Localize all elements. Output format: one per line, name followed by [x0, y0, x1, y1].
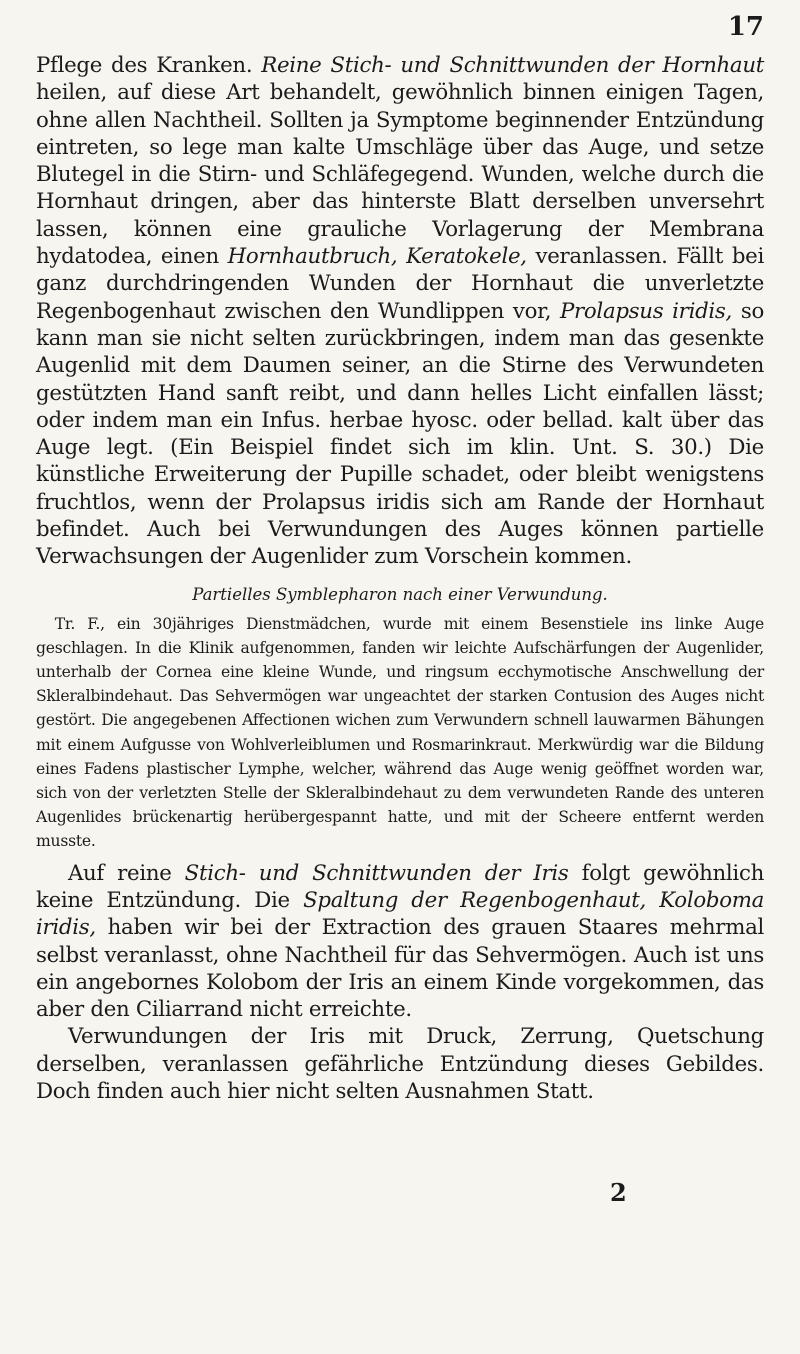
paragraph-iris-injuries: Verwundungen der Iris mit Druck, Zerrung, Quetschung derselben, veranlassen gefährliche Entzündung dieses Gebildes. Doch finden auch hier nicht selten Ausnahmen Statt.: [36, 1024, 764, 1105]
text-run: Pflege des Kranken.: [36, 53, 262, 78]
page-body: [36, 52, 764, 1105]
text-run: heilen, auf diese Art behandelt, gewöhnlich binnen einigen Tagen, ohne allen Nachtheil. Sollten ja Symptome beginnender Entzündung eintreten, so lege man kalte Umschläge über das Auge, und setze Blutegel in die Stirn- und Schläfegegend. Wunden, welche durch die Hornhaut dringen, aber das hinterste Blatt derselben unversehrt lassen, können eine grauliche Vorlagerung der Membrana hydatodea, einen: [36, 80, 764, 270]
text-run: veranlassen. Fällt bei ganz durchdringenden Wunden der Hornhaut die unverletzte Regenbogenhaut zwischen den Wundlippen vor,: [36, 244, 764, 324]
page-number: 17: [727, 12, 764, 42]
emphasis-text: Stich- und Schnittwunden der Iris: [184, 860, 569, 886]
paragraph-cornea-wounds: [36, 52, 764, 571]
signature-mark: 2: [610, 1178, 627, 1207]
emphasis-text: Hornhautbruch, Keratokele,: [227, 244, 527, 270]
emphasis-text: Prolapsus iridis,: [560, 298, 733, 324]
text-run: Auf reine: [67, 860, 185, 886]
text-run: so kann man sie nicht selten zurückbringen, indem man das gesenkte Augenlid mit dem Daumen seiner, an die Stirne des Verwundeten gestützten Hand sanft reibt, und dann helles Licht einfallen lässt; oder indem man ein Infus. herbae hyosc. oder bellad. kalt über das Auge legt. (Ein Beispiel findet sich im klin. Unt. S. 30.) Die künstliche Erweiterung der Pupille schadet, oder bleibt wenigstens fruchtlos, wenn der Prolapsus iridis sich am Rande der Hornhaut befindet. Auch bei Verwundungen des Auges können partielle Verwachsungen der Augenlider zum Vorschein kommen.: [36, 298, 765, 570]
case-report: Tr. F., ein 30jähriges Dienstmädchen, wurde mit einem Besenstiele ins linke Auge geschlagen. In die Klinik aufgenommen, fanden wir leichte Aufschärfungen der Augenlider, unterhalb der Cornea eine kleine Wunde, und ringsum ecchymotische Anschwellung der Skleralbindehaut. Das Sehvermögen war ungeachtet der starken Contusion des Auges nicht gestört. Die angegebenen Affectionen wichen zum Verwundern schnell lauwarmen Bähungen mit einem Aufgusse von Wohlverleiblumen und Rosmarinkraut. Merkwürdig war die Bildung eines Fadens plastischer Lymphe, welcher, während das Auge wenig geöffnet worden war, sich von der verletzten Stelle der Skleralbindehaut zu dem verwundeten Rande des unteren Augenlides brückenartig herübergespannt hatte, und mit der Scheere entfernt werden musste.: [36, 614, 764, 851]
text-run: haben wir bei der Extraction des grauen Staares mehrmal selbst veranlasst, ohne Nachtheil für das Sehvermögen. Auch ist uns ein angebornes Kolobom der Iris an einem Kinde vorgekommen, das aber den Ciliarrand nicht erreichte.: [36, 915, 764, 1023]
case-heading: Partielles Symblepharon nach einer Verwundung.: [192, 584, 608, 604]
emphasis-text: Spaltung der Regenbogenhaut, Koloboma iridis,: [36, 887, 765, 941]
emphasis-text: Reine Stich- und Schnittwunden der Hornhaut: [261, 53, 764, 78]
paragraph-iris-wounds: [36, 860, 764, 1024]
text-run: folgt gewöhnlich keine Entzündung. Die: [36, 860, 764, 913]
